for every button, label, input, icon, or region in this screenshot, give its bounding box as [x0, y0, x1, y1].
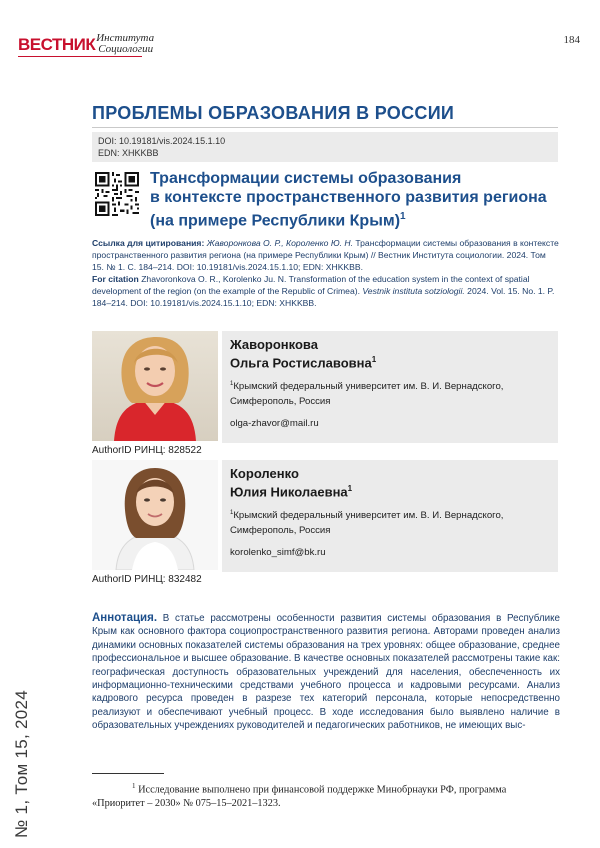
author-info: [222, 460, 558, 572]
citation-text-ru: Трансформации системы образования в контексте пространственного развития региона (на примере Республики Крым) // Вестник Института социологии. 2024. Том 15. № 1. С. 184–214. DOI: 10.19181/vis.2024.15.1.10; EDN: XHKKBB.: [92, 238, 559, 272]
author-name: Короленко Юлия Николаевна$^1$: [230, 466, 353, 500]
journal-logo: [18, 32, 155, 56]
annotation-label: Аннотация.: [92, 612, 158, 624]
qr-code-icon: [95, 172, 139, 216]
title-footnote-mark[interactable]: 1: [400, 211, 406, 222]
section-title: ПРОБЛЕМЫ ОБРАЗОВАНИЯ В РОССИИ: [92, 103, 455, 123]
author-id: AuthorID РИНЦ: 832482: [92, 574, 202, 585]
page-number: 184: [563, 34, 580, 46]
article-title: Трансформации системы образования в контексте пространственного развития региона (на примере Республики Крым)$^1$: [150, 170, 547, 230]
doi-link[interactable]: DOI: 10.19181/vis.2024.15.1.10: [98, 136, 226, 146]
logo-divider: [18, 56, 142, 57]
citation-journal-en: Vestnik instituta sotziologii.: [362, 286, 465, 296]
author-photo: [92, 331, 218, 441]
author-affiliation: $^1$Крымский федеральный университет им. В. И. Вернадского, Симферополь, Россия: [230, 381, 504, 407]
author-card: [92, 331, 558, 456]
section-divider: [92, 127, 558, 128]
footnote-text: Исследование выполнено при финансовой поддержке Минобрнауки РФ, программа «Приоритет – 2030» № 075–15–2021–1323.: [92, 784, 507, 810]
footnote-divider: [92, 773, 164, 774]
footnote: [92, 779, 560, 811]
issue-label: № 1, Том 15, 2024: [12, 689, 31, 838]
logo-subtitle: Института Социологии: [96, 32, 155, 55]
logo-main-text: ВЕСТНИК: [18, 35, 96, 54]
annotation-text: В статье рассмотрены особенности развития системы образования в Республике Крым как основного фактора социопространственного развития региона. Авторами проведен анализ динамики основных показателей системы образования на трех уровнях: общее образование, среднее профессиональное и высшее образование. В качестве основных показателей рассмотрены такие как: географическая доступность образовательных учреждений для населения, обеспеченность их информационно-техническими средствами учебного процесса и кадровыми ресурсами. Анализ кадрового ресурса проведен в разрезе тех категорий персонала, которые непосредственно реализуют и обеспечивают учебный процесс. В ходе исследования было выявлено наличие в образовательных учреждениях руководителей и педагогических работников, не имеющих выс-: [92, 613, 560, 732]
author-email-link[interactable]: olga-zhavor@mail.ru: [230, 417, 319, 429]
identifiers-box: [92, 132, 558, 162]
citation-tail-en: 2024. Vol. 15. No. 1. P. 184–214. DOI: 10.19181/vis.2024.15.1.10; EDN: XHKKBB.: [92, 286, 555, 308]
author-card: [92, 460, 558, 585]
author-id: AuthorID РИНЦ: 828522: [92, 445, 202, 456]
citation-label-en: For citation: [92, 274, 139, 284]
citation-authors-ru: Жаворонкова О. Р., Короленко Ю. Н.: [206, 238, 353, 248]
edn-text: EDN: XHKKBB: [98, 148, 159, 158]
author-name: Жаворонкова Ольга Ростиславовна$^1$: [230, 337, 377, 371]
author-email-link[interactable]: korolenko_simf@bk.ru: [230, 546, 326, 558]
author-affiliation: $^1$Крымский федеральный университет им. В. И. Вернадского, Симферополь, Россия: [230, 510, 504, 536]
footnote-mark: 1: [132, 782, 136, 790]
author-photo: [92, 460, 218, 570]
author-info: [222, 331, 558, 443]
citation-text-en: Zhavoronkova O. R., Korolenko Ju. N. Transformation of the education system in the context of spatial development of the region (on the example of the Republic of Crimea).: [92, 274, 530, 296]
citation-block: [92, 237, 560, 309]
citation-label-ru: Ссылка для цитирования:: [92, 238, 205, 248]
annotation: [92, 612, 560, 733]
